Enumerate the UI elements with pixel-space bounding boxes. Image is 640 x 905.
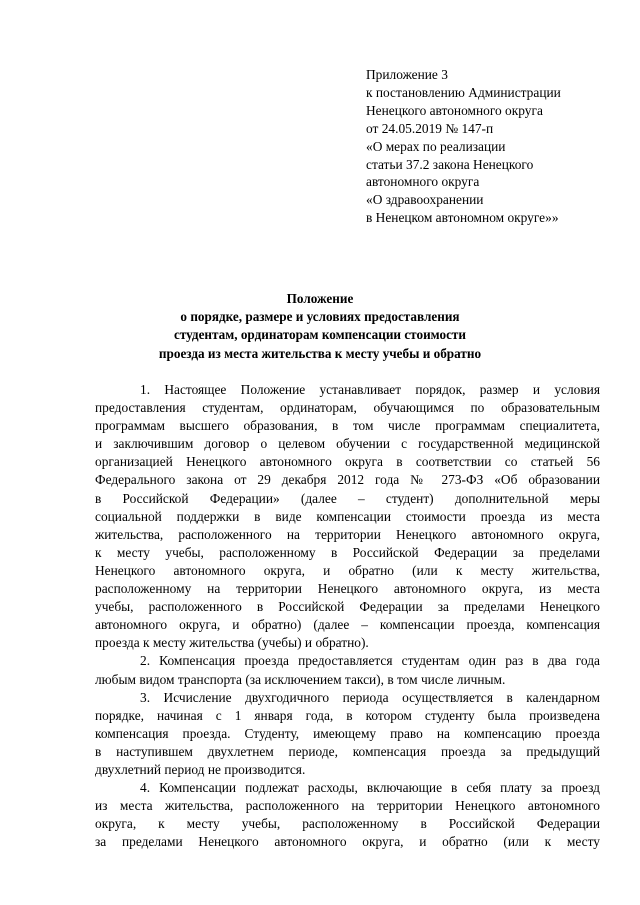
document-title [60,290,580,363]
appendix-line: статьи 37.2 закона Ненецкого [366,156,534,172]
appendix-line: в Ненецком автономном округе»» [366,210,559,226]
paragraph-line: округа, к месту учебы, расположенному в Российской Федерации [95,816,600,832]
paragraph-line: Ненецкого автономного округа, и обратно (или к месту жительства, [95,562,600,578]
appendix-line: автономного округа [366,174,480,190]
paragraph-line: и заключившим договор о целевом обучении с государственной медицинской [95,436,600,452]
paragraph-line: 3. Исчисление двухгодичного периода осуществляется в календарном [140,689,600,705]
paragraph-line: проезда к месту жительства (учебы) и обратно). [95,635,369,651]
paragraph-line: в наступившем двухлетнем периоде, компенсация проезда за предыдущий [95,743,600,759]
paragraph-line: учебы, расположенного в Российской Федерации за пределами Ненецкого [95,599,600,615]
appendix-line: Приложение 3 [366,67,448,82]
paragraph-line: 4. Компенсации подлежат расходы, включающие в себя плату за проезд [140,780,600,796]
paragraph-line: расположенному на территории Ненецкого автономного округа, из места [95,581,600,597]
paragraph-3 [95,689,600,779]
paragraph-line: предоставления студентам, ординаторам, обучающимся по образовательным [95,400,600,416]
appendix-line: к постановлению Администрации [366,84,561,100]
title-line: о порядке, размере и условиях предоставления [180,309,460,325]
paragraph-line: 1. Настоящее Положение устанавливает порядок, размер и условия [140,382,600,397]
paragraph-line: Федерального закона от 29 декабря 2012 года № 273-ФЗ «Об образовании [95,472,600,488]
title-line: студентам, ординаторам компенсации стоимости [173,327,466,343]
paragraph-line: в Российской Федерации» (далее – студент) дополнительной меры [95,490,600,506]
paragraph-line: жительства, расположенного на территории Ненецкого автономного округа, [95,526,600,542]
paragraph-1 [95,381,600,652]
appendix-header [366,66,626,227]
paragraph-line: 2. Компенсация проезда предоставляется студентам один раз в два года [140,653,600,669]
paragraph-line: автономного округа, и обратно) (далее – компенсации проезда, компенсация [95,617,600,633]
title-line: Положение [286,291,354,306]
paragraph-line: компенсация проезда. Студенту, имеющему право на компенсацию проезда [95,725,600,741]
paragraph-line: из места жительства, расположенного на территории Ненецкого автономного [95,798,600,814]
paragraph-line: к месту учебы, расположенному в Российской Федерации за пределами [95,544,600,560]
paragraph-line: социальной поддержки в виде компенсации стоимости проезда из места [95,508,600,524]
document-body [95,381,600,851]
paragraph-line: программам высшего образования, в том числе программам специалитета, [95,418,600,434]
title-line: проезда из места жительства к месту учебы и обратно [158,345,482,361]
paragraph-line: за пределами Ненецкого автономного округа, и обратно (или к месту [95,834,600,850]
paragraph-4 [95,779,600,851]
paragraph-2 [95,652,600,688]
appendix-line: «О здравоохранении [366,192,484,208]
appendix-line: Ненецкого автономного округа [366,102,543,118]
appendix-line: от 24.05.2019 № 147-п [366,120,494,136]
paragraph-line: организацией Ненецкого автономного округа в соответствии со статьей 56 [95,454,600,470]
appendix-line: «О мерах по реализации [366,138,506,154]
paragraph-line: двухлетний период не производится. [95,761,306,777]
paragraph-line: любым видом транспорта (за исключением такси), в том числе личным. [95,671,506,687]
paragraph-line: порядке, начиная с 1 января года, в котором студенту была произведена [95,707,600,723]
